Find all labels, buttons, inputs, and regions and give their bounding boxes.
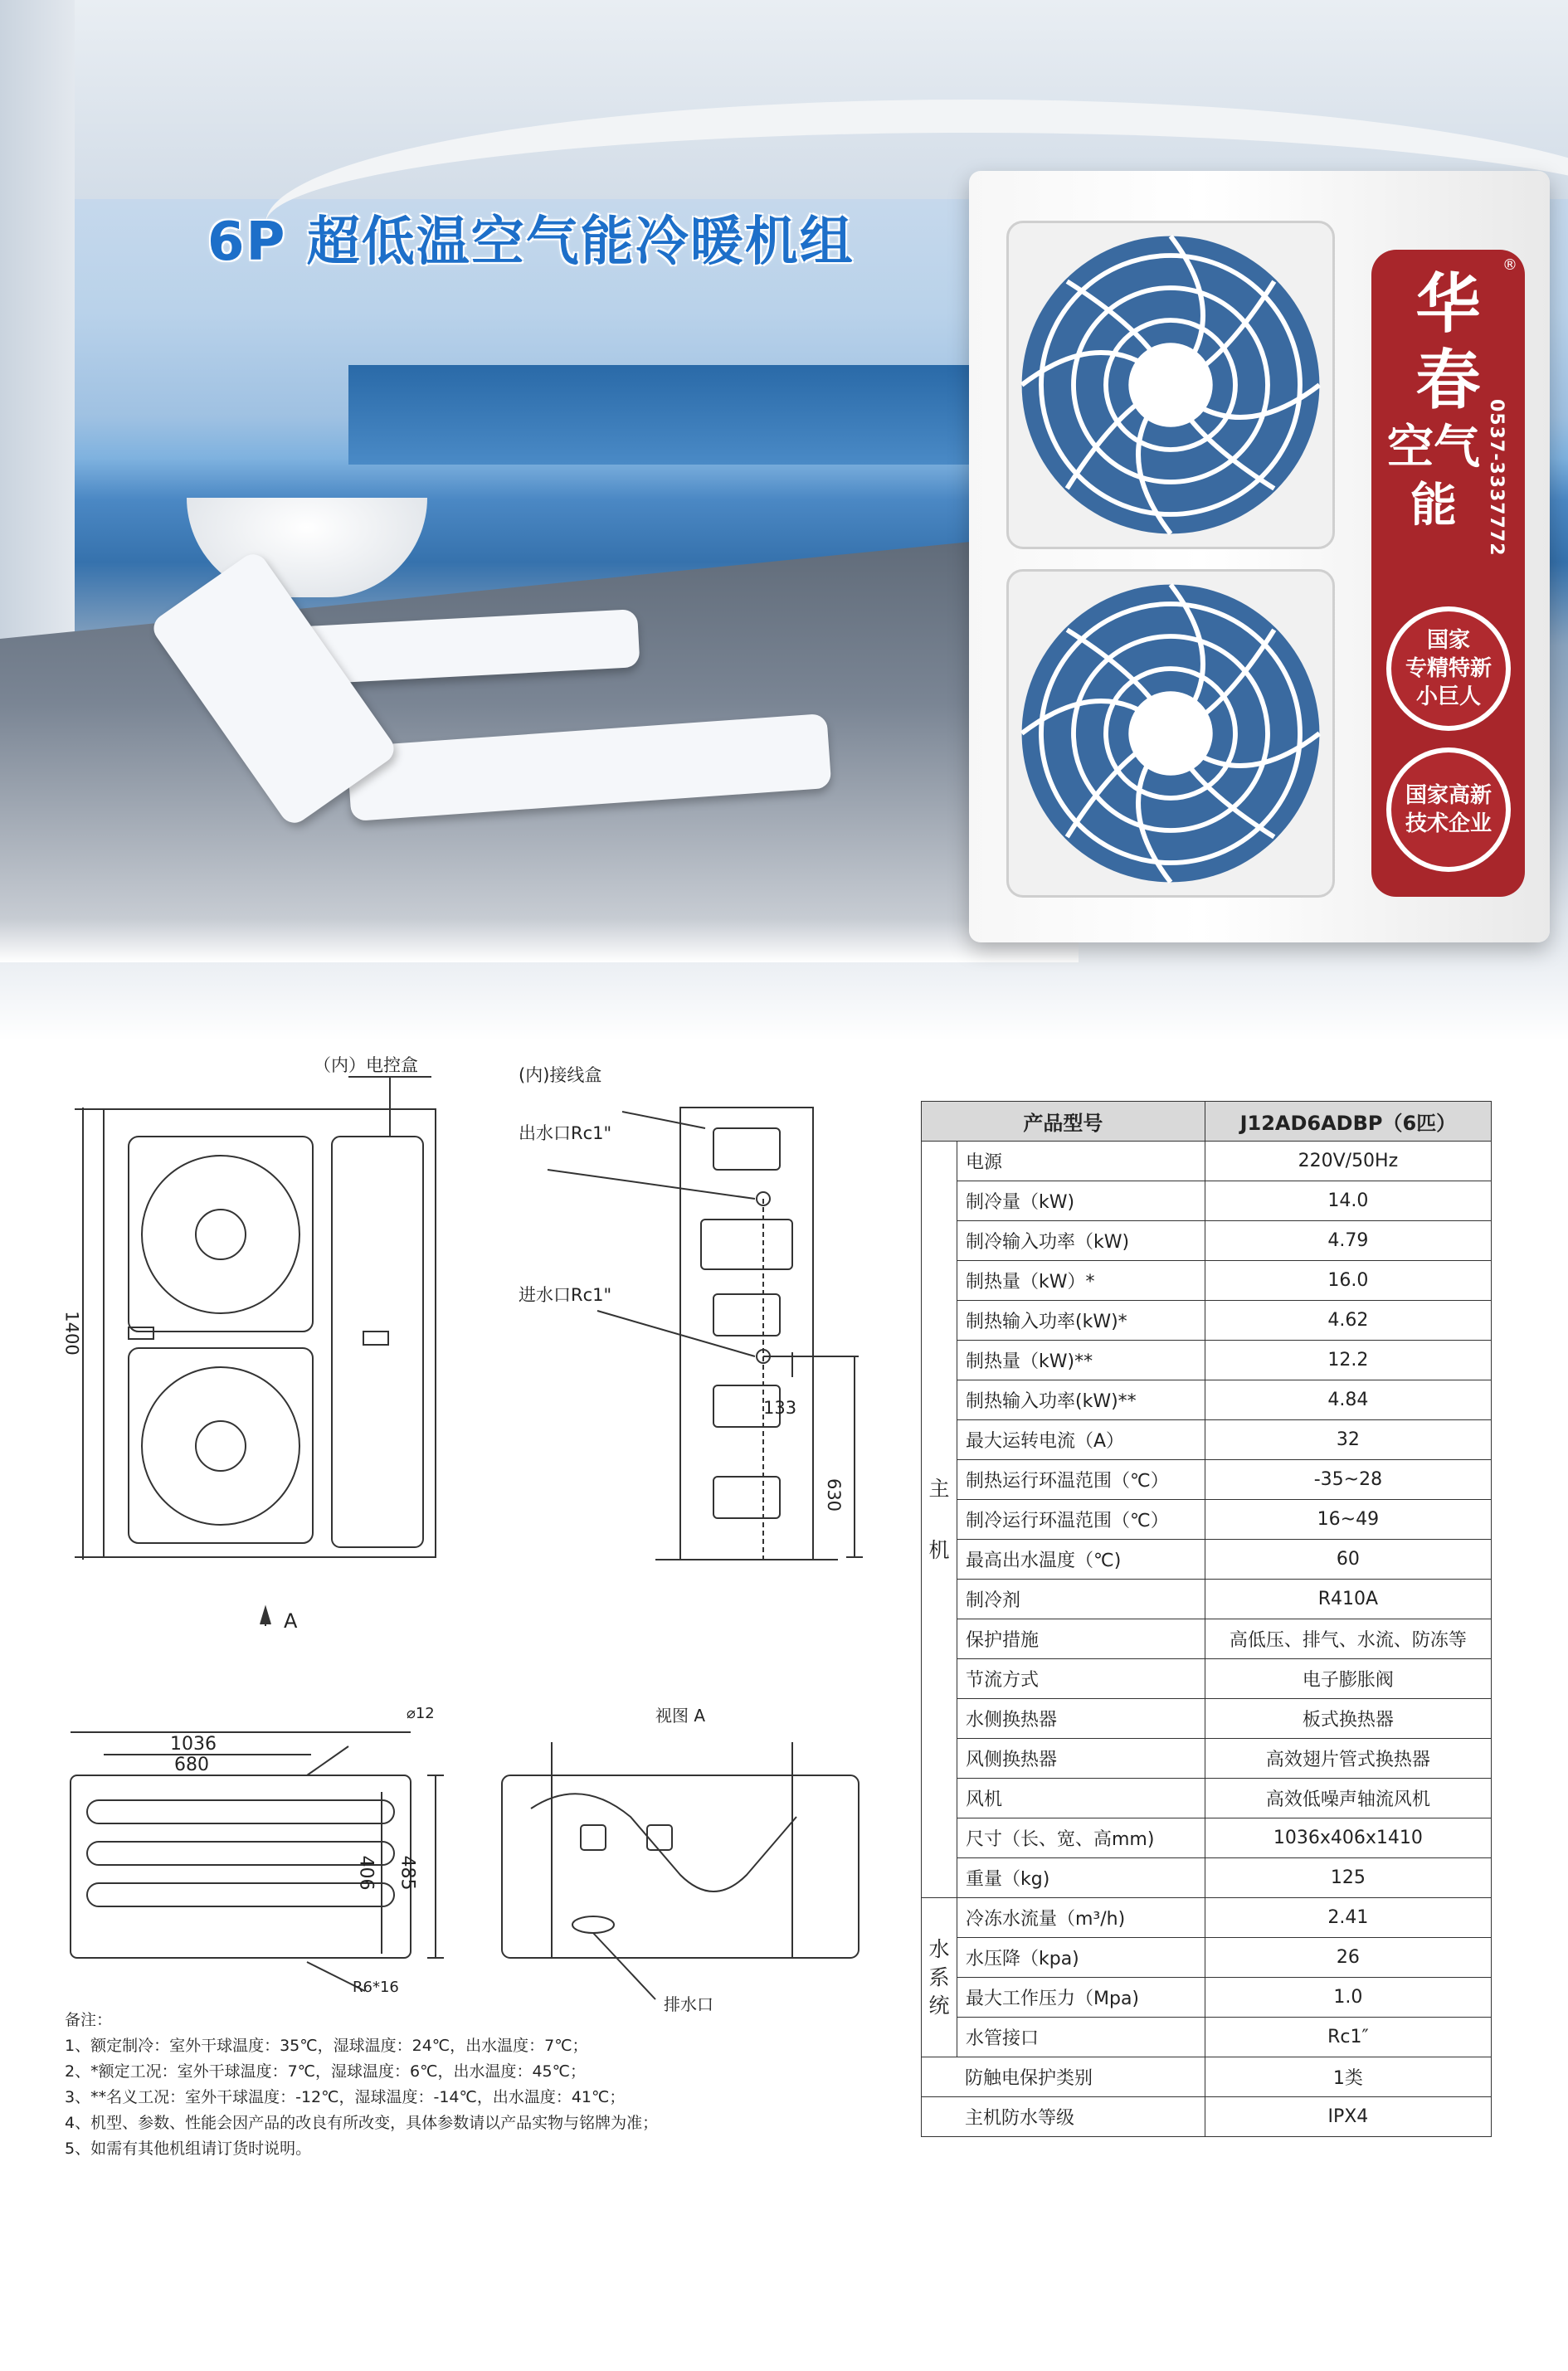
dim-485: 485: [397, 1855, 418, 1891]
table-row: [922, 1540, 1492, 1580]
table-row: [922, 1699, 1492, 1739]
row-name: 制热量（kW）*: [957, 1261, 1205, 1301]
hero-photo: [0, 0, 1568, 1041]
dim-r6: R6*16: [353, 1979, 399, 1996]
row-name: 制热运行环温范围（℃）: [957, 1460, 1205, 1500]
group-main-char-2: 机: [928, 1537, 950, 1562]
row-value: 14.0: [1205, 1181, 1491, 1221]
row-name: 电源: [957, 1142, 1205, 1181]
table-row: [922, 1261, 1492, 1301]
note-5: 5、如需有其他机组请订货时说明。: [65, 2140, 312, 2158]
row-name: 制热量（kW)**: [957, 1341, 1205, 1380]
table-row: [922, 2097, 1492, 2137]
row-name: 冷冻水流量（m³/h): [957, 1898, 1205, 1938]
drawing-lines: [0, 1045, 913, 2371]
table-row: [922, 1978, 1492, 2018]
side-view-outline: [680, 1108, 813, 1560]
row-value: 电子膨胀阀: [1205, 1659, 1491, 1699]
badge-little-giant: [1386, 606, 1511, 731]
badge1-line-3: 小巨人: [1415, 684, 1481, 709]
row-value: R410A: [1205, 1580, 1491, 1619]
brand-phone: 0537-3337772: [1486, 399, 1507, 557]
row-value: 125: [1205, 1858, 1491, 1898]
row-name: 风侧换热器: [957, 1739, 1205, 1779]
view-arrow-label: A: [284, 1609, 298, 1633]
table-row: [922, 1380, 1492, 1420]
view-a-title: 视图 A: [655, 1706, 706, 1726]
row-name: 保护措施: [957, 1619, 1205, 1659]
row-name: 最大工作压力（Mpa): [957, 1978, 1205, 2018]
note-3: 3、**名义工况：室外干球温度：-12℃，湿球温度：-14℃，出水温度：41℃；: [65, 2088, 626, 2106]
dim-133: 133: [763, 1398, 797, 1418]
row-value: 220V/50Hz: [1205, 1142, 1491, 1181]
badge1-line-2: 专精特新: [1405, 656, 1492, 681]
table-row: [922, 1301, 1492, 1341]
fan-top: [1006, 221, 1335, 549]
table-row: [922, 1818, 1492, 1858]
badge1-line-1: 国家: [1426, 628, 1470, 653]
badge-high-tech: [1386, 747, 1511, 872]
label-water-outlet: 出水口Rc1": [519, 1123, 612, 1143]
brand-name-line-2: 春: [1415, 343, 1481, 418]
row-value: Rc1″: [1205, 2018, 1491, 2057]
badge2-line-1: 国家高新: [1405, 783, 1492, 808]
row-name: 制冷输入功率（kW): [957, 1221, 1205, 1261]
row-value: 高效低噪声轴流风机: [1205, 1779, 1491, 1818]
label-drain: 排水口: [664, 1994, 713, 2014]
view-a-outline: [502, 1775, 859, 1958]
spec-header-label: 产品型号: [922, 1102, 1205, 1142]
row-name: 水压降（kpa): [957, 1938, 1205, 1978]
row-name: 制冷剂: [957, 1580, 1205, 1619]
row-name: 制冷量（kW): [957, 1181, 1205, 1221]
row-value: 16~49: [1205, 1500, 1491, 1540]
group-water-system: [922, 1898, 957, 2057]
row-value: 1.0: [1205, 1978, 1491, 2018]
table-row: [922, 1221, 1492, 1261]
row-value: 12.2: [1205, 1341, 1491, 1380]
row-value: 1类: [1205, 2057, 1491, 2097]
table-row: [922, 1938, 1492, 1978]
page-title: 6P 超低温空气能冷暖机组: [207, 212, 855, 273]
label-control-box: （内）电控盒: [314, 1055, 418, 1075]
note-4: 4、机型、参数、性能会因产品的改良有所改变，具体参数请以产品实物与铭牌为准；: [65, 2114, 659, 2132]
row-value: 4.62: [1205, 1301, 1491, 1341]
row-name: 重量（kg): [957, 1858, 1205, 1898]
table-row: [922, 1779, 1492, 1818]
table-row: [922, 1619, 1492, 1659]
table-row: [922, 1420, 1492, 1460]
table-row: [922, 1142, 1492, 1181]
table-row: [922, 1858, 1492, 1898]
row-name: 风机: [957, 1779, 1205, 1818]
group-water-char-1: 水: [928, 1936, 950, 1961]
label-junction-box: (内)接线盒: [519, 1065, 602, 1085]
spec-header-row: [922, 1102, 1492, 1142]
row-value: 4.84: [1205, 1380, 1491, 1420]
row-name: 最大运转电流（A）: [957, 1420, 1205, 1460]
row-value: 板式换热器: [1205, 1699, 1491, 1739]
note-1: 1、额定制冷：室外干球温度：35℃，湿球温度：24℃，出水温度：7℃；: [65, 2037, 588, 2055]
group-water-char-3: 统: [928, 1993, 950, 2018]
row-value: 1036x406x1410: [1205, 1818, 1491, 1858]
row-value: 16.0: [1205, 1261, 1491, 1301]
group-main-host: [922, 1142, 957, 1898]
table-row: [922, 1739, 1492, 1779]
row-value: 26: [1205, 1938, 1491, 1978]
row-name: 制冷运行环温范围（℃）: [957, 1500, 1205, 1540]
brand-name-line-1: 华: [1415, 267, 1481, 342]
notes: [65, 2008, 658, 2162]
technical-drawings: [0, 1045, 913, 2371]
table-row: [922, 1181, 1492, 1221]
row-value: 60: [1205, 1540, 1491, 1580]
front-fan-bottom: [129, 1348, 313, 1543]
row-name: 水管接口: [957, 2018, 1205, 2057]
fan-bottom-icon: [1009, 572, 1332, 895]
row-name: 水侧换热器: [957, 1699, 1205, 1739]
registered-mark: ®: [1502, 256, 1517, 274]
group-main-char-1: 主: [928, 1476, 950, 1501]
dim-406: 406: [355, 1855, 377, 1891]
heat-pump-unit: [969, 171, 1550, 942]
label-water-inlet: 进水口Rc1": [519, 1285, 612, 1305]
group-water-char-2: 系: [928, 1964, 950, 1989]
table-row: [922, 1580, 1492, 1619]
table-row: [922, 2057, 1492, 2097]
note-2: 2、*额定工况：室外干球温度：7℃，湿球温度：6℃，出水温度：45℃；: [65, 2062, 586, 2081]
row-name: 节流方式: [957, 1659, 1205, 1699]
spec-table: [921, 1101, 1492, 2137]
table-row: [922, 1460, 1492, 1500]
table-row: [922, 1500, 1492, 1540]
row-value: 4.79: [1205, 1221, 1491, 1261]
dim-1036: 1036: [170, 1734, 217, 1755]
front-control-box: [332, 1137, 423, 1547]
note-title: 备注：: [65, 2011, 113, 2029]
row-value: 高效翅片管式换热器: [1205, 1739, 1491, 1779]
dim-diameter: ⌀12: [407, 1705, 435, 1722]
row-value: IPX4: [1205, 2097, 1491, 2137]
table-row: [922, 2018, 1492, 2057]
spec-header-value: J12AD6ADBP（6匹）: [1205, 1102, 1491, 1142]
row-value: 2.41: [1205, 1898, 1491, 1938]
row-value: 32: [1205, 1420, 1491, 1460]
row-name: 主机防水等级: [922, 2097, 1205, 2137]
dim-630: 630: [824, 1478, 845, 1512]
row-name: 防触电保护类别: [922, 2057, 1205, 2097]
table-row: [922, 1341, 1492, 1380]
dim-height: 1400: [61, 1311, 82, 1356]
brand-panel: [1371, 250, 1525, 897]
row-value: 高低压、排气、水流、防冻等: [1205, 1619, 1491, 1659]
row-name: 制热输入功率(kW)**: [957, 1380, 1205, 1420]
row-name: 尺寸（长、宽、高mm): [957, 1818, 1205, 1858]
dim-680: 680: [174, 1755, 209, 1775]
front-fan-top: [129, 1137, 313, 1332]
fan-bottom: [1006, 569, 1335, 898]
table-row: [922, 1898, 1492, 1938]
table-row: [922, 1659, 1492, 1699]
row-name: 制热输入功率(kW)*: [957, 1301, 1205, 1341]
fan-top-icon: [1009, 223, 1332, 547]
brand-name-line-3: 空气能: [1387, 421, 1480, 533]
badge2-line-2: 技术企业: [1405, 811, 1492, 836]
row-name: 最高出水温度（℃): [957, 1540, 1205, 1580]
row-value: -35~28: [1205, 1460, 1491, 1500]
